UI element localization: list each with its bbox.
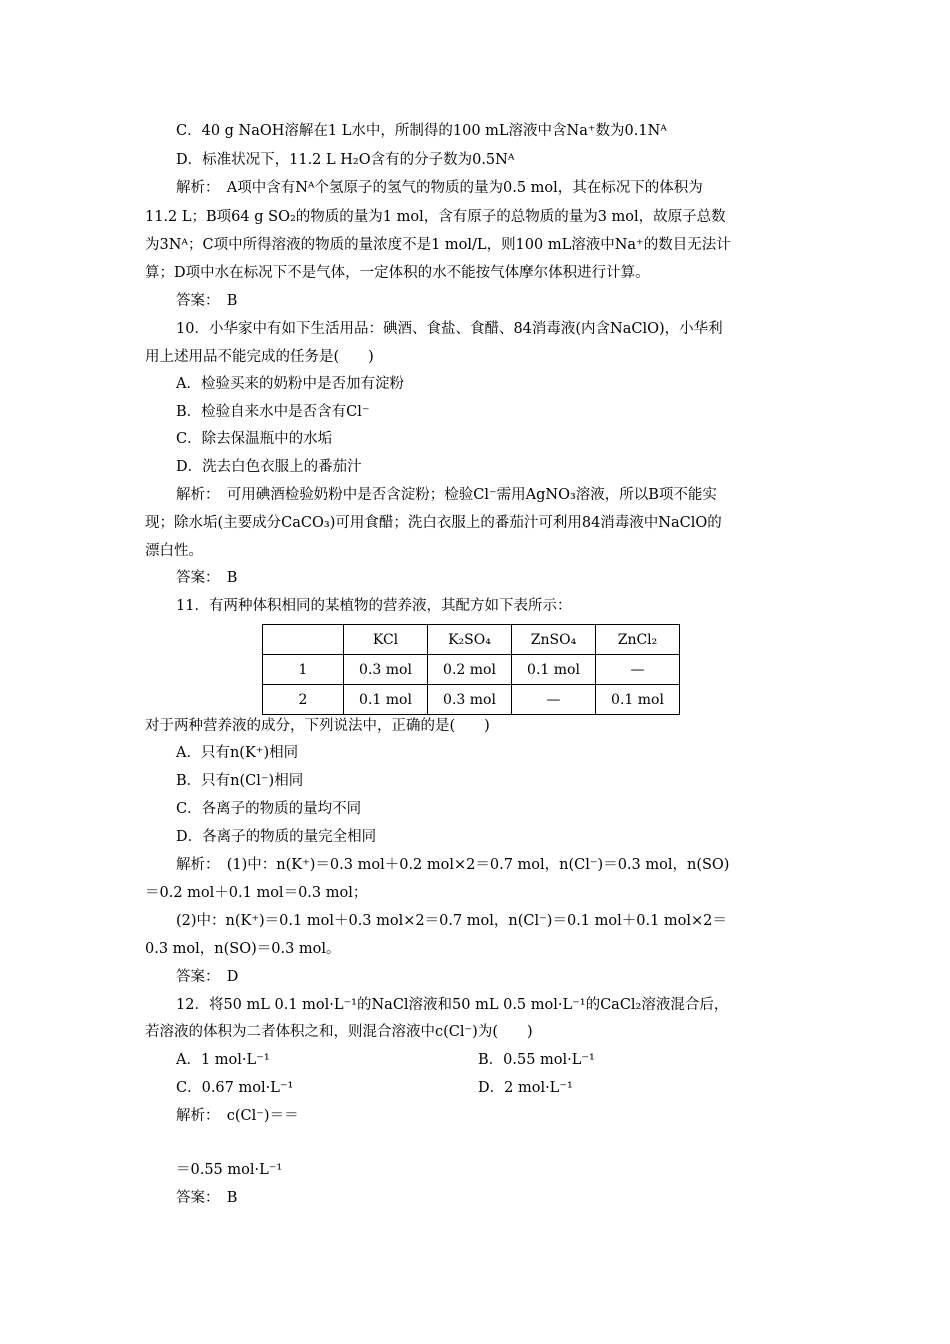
- q10-stem-line-1: 10．小华家中有如下生活用品：碘酒、食盐、食醋、84消毒液(内含NaClO)，小华利: [176, 321, 723, 337]
- q12-option-b: B．0.55 mol·L⁻¹: [478, 1052, 595, 1068]
- q9-analysis-line-1: 解析： A项中含有Nᴬ个氢原子的氢气的物质的量为0.5 mol，其在标况下的体积为: [176, 180, 703, 196]
- table-cell: 0.2 mol: [428, 655, 512, 685]
- table-cell: 0.1 mol: [344, 685, 428, 715]
- q11-stem: 11．有两种体积相同的某植物的营养液，其配方如下表所示：: [176, 598, 572, 614]
- q10-analysis-line-1: 解析： 可用碘酒检验奶粉中是否含淀粉；检验Cl⁻需用AgNO₃溶液，所以B项不能实: [176, 487, 717, 503]
- q11-question: 对于两种营养液的成分，下列说法中，正确的是( ): [145, 718, 490, 734]
- q12-option-a: A．1 mol·L⁻¹: [176, 1052, 270, 1068]
- q10-answer: 答案： B: [176, 570, 238, 586]
- q12-analysis-line-1: 解析： c(Cl⁻)＝＝: [176, 1108, 299, 1124]
- q11-analysis-line-2: ＝0.2 mol＋0.1 mol＝0.3 mol；: [145, 885, 368, 901]
- table-header-cell: K₂SO₄: [428, 625, 512, 655]
- q10-option-b: B．检验自来水中是否含有Cl⁻: [176, 404, 370, 420]
- table-cell: 0.3 mol: [428, 685, 512, 715]
- q10-option-a: A．检验买来的奶粉中是否加有淀粉: [176, 376, 404, 392]
- q12-stem-line-1: 12．将50 mL 0.1 mol·L⁻¹的NaCl溶液和50 mL 0.5 mol·L⁻¹的CaCl₂溶液混合后，: [176, 997, 729, 1013]
- q11-analysis-line-1: 解析： (1)中：n(K⁺)＝0.3 mol＋0.2 mol×2＝0.7 mol，n(Cl⁻)＝0.3 mol，n(SO): [176, 857, 730, 873]
- q10-analysis-line-2: 现；除水垢(主要成分CaCO₃)可用食醋；洗白衣服上的番茄汁可利用84消毒液中NaClO的: [145, 515, 722, 531]
- table-cell: 2: [263, 685, 344, 715]
- q12-analysis-line-2: ＝0.55 mol·L⁻¹: [176, 1162, 283, 1178]
- q9-analysis-line-2: 11.2 L；B项64 g SO₂的物质的量为1 mol，含有原子的总物质的量为3 mol，故原子总数: [145, 209, 726, 225]
- q11-option-a: A．只有n(K⁺)相同: [176, 745, 299, 761]
- q10-option-c: C．除去保温瓶中的水垢: [176, 431, 333, 447]
- q9-option-c: C．40 g NaOH溶解在1 L水中，所制得的100 mL溶液中含Na⁺数为0.1Nᴬ: [176, 123, 667, 139]
- table-cell: —: [512, 685, 596, 715]
- q9-option-d: D．标准状况下，11.2 L H₂O含有的分子数为0.5Nᴬ: [176, 152, 515, 168]
- table-cell: —: [596, 655, 680, 685]
- q12-answer: 答案： B: [176, 1190, 238, 1206]
- q10-analysis-line-3: 漂白性。: [145, 543, 203, 559]
- table-header-cell: [263, 625, 344, 655]
- table-row: [263, 655, 680, 685]
- table-header-cell: ZnSO₄: [512, 625, 596, 655]
- q12-stem-line-2: 若溶液的体积为二者体积之和，则混合溶液中c(Cl⁻)为( ): [145, 1024, 533, 1040]
- table-cell: 0.1 mol: [596, 685, 680, 715]
- table-cell: 1: [263, 655, 344, 685]
- nutrient-table: [262, 624, 680, 715]
- q11-answer: 答案： D: [176, 969, 239, 985]
- q11-option-b: B．只有n(Cl⁻)相同: [176, 773, 304, 789]
- q12-option-c: C．0.67 mol·L⁻¹: [176, 1080, 294, 1096]
- table-header-cell: KCl: [344, 625, 428, 655]
- q11-analysis-line-3: (2)中：n(K⁺)＝0.1 mol＋0.3 mol×2＝0.7 mol，n(Cl⁻)＝0.1 mol＋0.1 mol×2＝: [176, 913, 727, 929]
- q10-stem-line-2: 用上述用品不能完成的任务是( ): [145, 349, 374, 365]
- q11-analysis-line-4: 0.3 mol，n(SO)＝0.3 mol。: [145, 941, 341, 957]
- q12-option-d: D．2 mol·L⁻¹: [478, 1080, 573, 1096]
- q11-option-d: D．各离子的物质的量完全相同: [176, 829, 377, 845]
- q9-analysis-line-3: 为3Nᴬ；C项中所得溶液的物质的量浓度不是1 mol/L，则100 mL溶液中Na⁺的数目无法计: [145, 237, 731, 253]
- q10-option-d: D．洗去白色衣服上的番茄汁: [176, 459, 362, 475]
- q11-option-c: C．各离子的物质的量均不同: [176, 801, 362, 817]
- q9-answer: 答案： B: [176, 293, 238, 309]
- table-header-row: [263, 625, 680, 655]
- table-cell: 0.3 mol: [344, 655, 428, 685]
- q9-analysis-line-4: 算；D项中水在标况下不是气体，一定体积的水不能按气体摩尔体积进行计算。: [145, 265, 650, 281]
- table-cell: 0.1 mol: [512, 655, 596, 685]
- table-row: [263, 685, 680, 715]
- table-header-cell: ZnCl₂: [596, 625, 680, 655]
